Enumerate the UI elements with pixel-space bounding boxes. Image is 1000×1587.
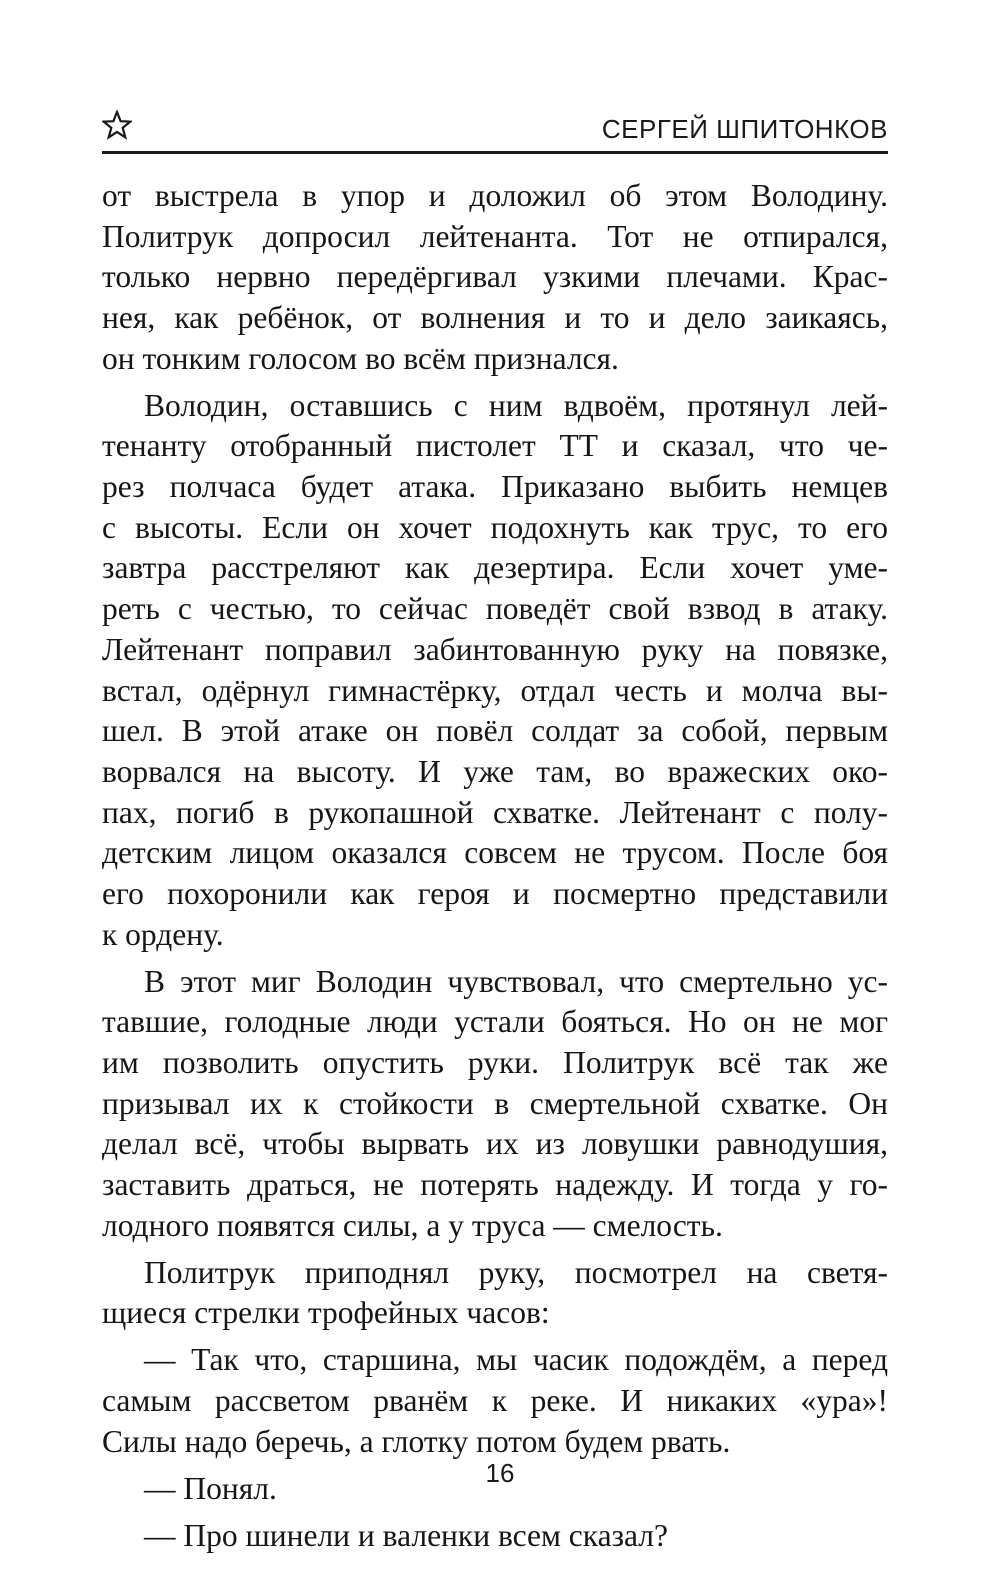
text-line: от выстрела в упор и доложил об этом Володину. [102, 178, 888, 213]
text-line: самым рассветом рванём к реке. И никаких «ура»! [102, 1383, 888, 1419]
text-line: им позволить опустить руки. Политрук всё так же [102, 1045, 888, 1081]
text-line: тенанту отобранный пистолет ТТ и сказал, что че- [102, 428, 888, 464]
paragraph [102, 386, 888, 956]
text-line: с высоты. Если он хочет подохнуть как трус, то его [102, 509, 888, 545]
text-line: только нервно передёргивал узкими плечами. Крас- [102, 259, 888, 295]
text-line: щиеся стрелки трофейных часов: [102, 1295, 550, 1331]
star-outline-icon [102, 110, 132, 140]
text-line: тавшие, голодные люди устали бояться. Но он не мог [102, 1004, 888, 1040]
page-number: 16 [485, 1458, 515, 1488]
text-line: делал всё, чтобы вырвать их из ловушки равнодушия, [102, 1126, 888, 1162]
paragraph [102, 962, 888, 1247]
text-line: он тонким голосом во всём признался. [102, 340, 619, 376]
text-line: Володин, оставшись с ним вдвоём, протянул лей- [144, 387, 888, 423]
running-header [102, 104, 888, 150]
paragraph [102, 1340, 888, 1462]
text-line: Силы надо беречь, а глотку потом будем рвать. [102, 1423, 731, 1459]
text-line: детским лицом оказался совсем не трусом. После боя [102, 835, 888, 871]
text-line: ворвался на высоту. И уже там, во вражеских око- [102, 753, 888, 789]
text-line: рез полчаса будет атака. Приказано выбить немцев [102, 469, 888, 505]
text-line: — Про шинели и валенки всем сказал? [144, 1517, 668, 1553]
text-line: завтра расстреляют как дезертира. Если хочет уме- [102, 550, 888, 586]
text-line: В этот миг Володин чувствовал, что смертельно ус- [144, 963, 888, 999]
header-rule [102, 151, 888, 154]
paragraph [102, 1516, 888, 1557]
text-line: встал, одёрнул гимнастёрку, отдал честь и молча вы- [102, 672, 888, 708]
text-line: Политрук приподнял руку, посмотрел на светя- [144, 1254, 888, 1290]
body-text [102, 176, 888, 1556]
paragraph [102, 1253, 888, 1334]
text-line: заставить драться, не потерять надежду. И тогда у го- [102, 1167, 888, 1203]
text-line: — Понял. [144, 1470, 277, 1506]
text-line: его похоронили как героя и посмертно представили [102, 875, 888, 911]
text-line: пах, погиб в рукопашной схватке. Лейтенант с полу- [102, 794, 888, 830]
text-line: призывал их к стойкости в смертельной схватке. Он [102, 1085, 888, 1121]
text-line: к ордену. [102, 916, 224, 952]
paragraph [102, 176, 888, 379]
text-line: нея, как ребёнок, от волнения и то и дело заикаясь, [102, 300, 888, 336]
text-line: лодного появятся силы, а у труса — смелость. [102, 1207, 723, 1243]
text-line: — Так что, старшина, мы часик подождём, а перед [144, 1342, 888, 1378]
text-line: Политрук допросил лейтенанта. Тот не отпирался, [102, 218, 888, 254]
text-line: реть с честью, то сейчас поведёт свой взвод в атаку. [102, 591, 888, 627]
text-line: Лейтенант поправил забинтованную руку на повязке, [102, 631, 888, 667]
author-name: СЕРГЕЙ ШПИТОНКОВ [601, 114, 888, 144]
text-line: шел. В этой атаке он повёл солдат за собой, первым [102, 713, 888, 749]
